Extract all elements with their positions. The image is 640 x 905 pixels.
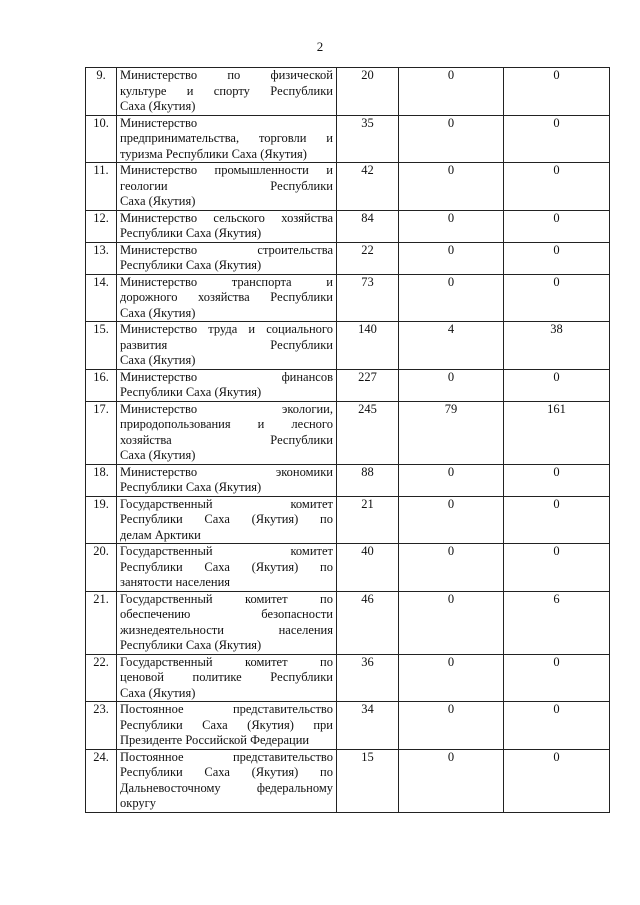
organization-name-line: Республики Саха (Якутия) по <box>120 512 333 526</box>
organization-name-line: делам Арктики <box>120 527 201 542</box>
organization-name-line: Президенте Российской Федерации <box>120 733 310 747</box>
organization-name-line: Саха (Якутия) <box>120 685 196 700</box>
organization-name <box>117 163 337 211</box>
table-row <box>86 274 610 322</box>
value-1: 46 <box>337 591 399 654</box>
table-row <box>86 210 610 242</box>
row-number: 23. <box>86 702 117 750</box>
row-number: 21. <box>86 591 117 654</box>
value-1: 15 <box>337 749 399 812</box>
row-number: 20. <box>86 544 117 592</box>
organization-name-line: Саха (Якутия) <box>120 305 196 320</box>
organization-name <box>117 210 337 242</box>
value-1: 245 <box>337 401 399 464</box>
value-3: 6 <box>504 591 610 654</box>
table-row <box>86 115 610 163</box>
value-1: 20 <box>337 68 399 116</box>
value-3: 0 <box>504 68 610 116</box>
organization-name-line: Республики Саха (Якутия) <box>120 385 262 399</box>
value-3: 0 <box>504 274 610 322</box>
value-2: 0 <box>399 464 504 496</box>
value-2: 0 <box>399 163 504 211</box>
value-1: 73 <box>337 274 399 322</box>
organization-name-line: Министерство промышленности и <box>120 163 333 177</box>
table-row <box>86 496 610 544</box>
organization-name-line: развития Республики <box>120 337 333 352</box>
row-number: 11. <box>86 163 117 211</box>
value-2: 0 <box>399 369 504 401</box>
organization-name <box>117 274 337 322</box>
table-row <box>86 322 610 370</box>
table-row <box>86 401 610 464</box>
row-number: 13. <box>86 242 117 274</box>
value-1: 84 <box>337 210 399 242</box>
row-number: 19. <box>86 496 117 544</box>
organization-name-line: Министерство сельского хозяйства <box>120 210 333 225</box>
organization-name <box>117 654 337 702</box>
row-number: 10. <box>86 115 117 163</box>
value-3: 0 <box>504 163 610 211</box>
table-row <box>86 749 610 812</box>
value-1: 36 <box>337 654 399 702</box>
organization-name <box>117 702 337 750</box>
value-2: 0 <box>399 591 504 654</box>
organization-name-line: природопользования и лесного <box>120 417 333 431</box>
organization-name-line: Министерство транспорта и <box>120 274 333 289</box>
organization-name-line: геологии Республики <box>120 178 333 193</box>
organization-name-line: Министерство труда и социального <box>120 322 333 336</box>
value-3: 0 <box>504 496 610 544</box>
organization-name-line: Саха (Якутия) <box>120 448 196 462</box>
organization-name-line: Дальневосточному федеральному <box>120 780 333 795</box>
row-number: 16. <box>86 369 117 401</box>
value-2: 0 <box>399 749 504 812</box>
value-3: 0 <box>504 702 610 750</box>
organization-name-line: Министерство финансов <box>120 369 333 384</box>
value-2: 0 <box>399 242 504 274</box>
organization-name-line: Республики Саха (Якутия) по <box>120 559 333 574</box>
organization-name <box>117 242 337 274</box>
organization-name <box>117 749 337 812</box>
table-row <box>86 369 610 401</box>
value-1: 42 <box>337 163 399 211</box>
organization-name <box>117 591 337 654</box>
organization-name-line: Государственный комитет <box>120 544 333 558</box>
organization-name-line: Министерство по физической <box>120 68 333 82</box>
organization-name-line: Республики Саха (Якутия) <box>120 638 262 652</box>
value-2: 0 <box>399 210 504 242</box>
table-row <box>86 544 610 592</box>
value-1: 88 <box>337 464 399 496</box>
organization-name <box>117 464 337 496</box>
value-1: 140 <box>337 322 399 370</box>
organization-name-line: Саха (Якутия) <box>120 194 196 208</box>
row-number: 24. <box>86 749 117 812</box>
organization-name <box>117 322 337 370</box>
value-2: 0 <box>399 544 504 592</box>
table-row <box>86 702 610 750</box>
organization-name-line: обеспечению безопасности <box>120 607 333 621</box>
value-3: 0 <box>504 654 610 702</box>
value-3: 0 <box>504 544 610 592</box>
organization-name-line: туризма Республики Саха (Якутия) <box>120 146 307 161</box>
value-2: 0 <box>399 274 504 322</box>
row-number: 22. <box>86 654 117 702</box>
organization-name-line: Государственный комитет по <box>120 654 333 669</box>
table-row <box>86 464 610 496</box>
value-3: 38 <box>504 322 610 370</box>
row-number: 15. <box>86 322 117 370</box>
value-2: 0 <box>399 115 504 163</box>
value-1: 22 <box>337 242 399 274</box>
organization-name-line: хозяйства Республики <box>120 432 333 447</box>
value-1: 40 <box>337 544 399 592</box>
value-3: 0 <box>504 369 610 401</box>
organization-name-line: культуре и спорту Республики <box>120 83 333 98</box>
organization-name-line: Республики Саха (Якутия) <box>120 258 262 272</box>
value-2: 0 <box>399 68 504 116</box>
organization-name <box>117 401 337 464</box>
value-2: 79 <box>399 401 504 464</box>
value-2: 0 <box>399 496 504 544</box>
value-3: 0 <box>504 115 610 163</box>
value-2: 4 <box>399 322 504 370</box>
value-3: 0 <box>504 464 610 496</box>
organization-name-line: Республики Саха (Якутия) <box>120 226 262 240</box>
organization-name-line: Постоянное представительство <box>120 702 333 716</box>
value-1: 35 <box>337 115 399 163</box>
organization-name-line: Республики Саха (Якутия) по <box>120 765 333 779</box>
organization-name-line: Министерство строительства <box>120 242 333 257</box>
organization-name-line: ценовой политике Республики <box>120 670 333 684</box>
value-3: 161 <box>504 401 610 464</box>
organization-name <box>117 496 337 544</box>
row-number: 18. <box>86 464 117 496</box>
row-number: 9. <box>86 68 117 116</box>
ministries-table <box>85 67 610 813</box>
organization-name-line: округу <box>120 796 157 810</box>
value-1: 227 <box>337 369 399 401</box>
organization-name-line: предпринимательства, торговли и <box>120 131 333 145</box>
value-2: 0 <box>399 702 504 750</box>
value-3: 0 <box>504 210 610 242</box>
value-3: 0 <box>504 749 610 812</box>
row-number: 17. <box>86 401 117 464</box>
value-1: 21 <box>337 496 399 544</box>
organization-name-line: Министерство <box>120 115 198 130</box>
table-row <box>86 242 610 274</box>
organization-name-line: занятости населения <box>120 575 231 589</box>
organization-name-line: Республики Саха (Якутия) при <box>120 717 333 732</box>
table-row <box>86 68 610 116</box>
value-1: 34 <box>337 702 399 750</box>
table-body <box>86 68 610 813</box>
organization-name-line: Государственный комитет <box>120 496 333 511</box>
organization-name-line: Министерство экологии, <box>120 401 333 416</box>
table-row <box>86 591 610 654</box>
value-2: 0 <box>399 654 504 702</box>
organization-name-line: Саха (Якутия) <box>120 353 196 367</box>
row-number: 14. <box>86 274 117 322</box>
organization-name-line: Постоянное представительство <box>120 749 333 764</box>
organization-name-line: Министерство экономики <box>120 464 333 479</box>
value-3: 0 <box>504 242 610 274</box>
table-row <box>86 163 610 211</box>
row-number: 12. <box>86 210 117 242</box>
page-number: 2 <box>316 39 324 54</box>
organization-name-line: жизнедеятельности населения <box>120 622 333 637</box>
organization-name-line: дорожного хозяйства Республики <box>120 290 333 304</box>
organization-name <box>117 115 337 163</box>
organization-name-line: Республики Саха (Якутия) <box>120 480 262 494</box>
organization-name-line: Государственный комитет по <box>120 591 333 606</box>
table-row <box>86 654 610 702</box>
organization-name <box>117 369 337 401</box>
organization-name <box>117 544 337 592</box>
organization-name-line: Саха (Якутия) <box>120 99 196 113</box>
organization-name <box>117 68 337 116</box>
